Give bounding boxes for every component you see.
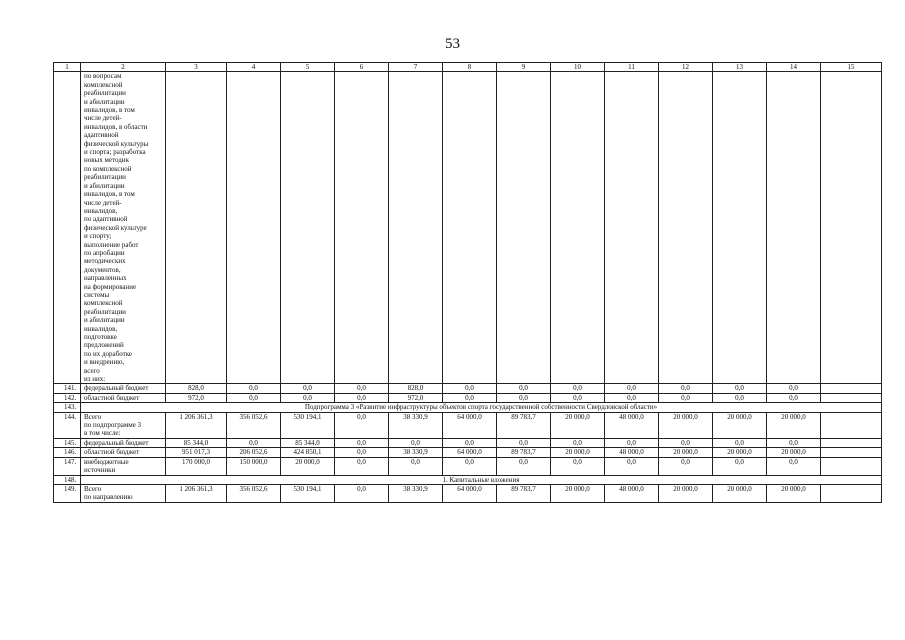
value-cell: 20 000,0 xyxy=(659,412,713,438)
row-index-cell xyxy=(54,72,81,384)
value-cell xyxy=(821,438,882,447)
value-cell: 424 850,1 xyxy=(281,448,335,457)
row-name-line: федеральный бюджет xyxy=(84,438,149,447)
row-name-cell xyxy=(81,412,166,438)
value-cell: 0,0 xyxy=(659,438,713,447)
value-cell: 0,0 xyxy=(767,457,821,475)
row-name-line: физической культуры xyxy=(84,139,149,148)
row-name-line: инвалидов, xyxy=(84,324,118,333)
row-name-line: направленных xyxy=(84,274,127,283)
row-name-line: инвалидов, xyxy=(84,206,118,215)
value-cell: 38 330,9 xyxy=(389,484,443,502)
column-number-cell: 8 xyxy=(443,63,497,72)
row-name-line: в том числе: xyxy=(84,429,121,438)
row-name-line: и спорта; разработка xyxy=(84,148,146,157)
row-index-cell: 142. xyxy=(54,393,81,402)
value-cell: 356 052,6 xyxy=(227,484,281,502)
value-cell: 0,0 xyxy=(605,457,659,475)
row-name-line: и внедрению, xyxy=(84,358,125,367)
value-cell: 20 000,0 xyxy=(551,412,605,438)
value-cell: 0,0 xyxy=(443,457,497,475)
column-number-cell: 13 xyxy=(713,63,767,72)
value-cell: 20 000,0 xyxy=(281,457,335,475)
column-number-cell: 4 xyxy=(227,63,281,72)
row-name-line: по их доработке xyxy=(84,349,133,358)
row-name-line: и абилитации xyxy=(84,181,125,190)
value-cell xyxy=(659,72,713,384)
table-row xyxy=(54,448,882,457)
row-name-line: инвалидов, в области xyxy=(84,122,148,131)
table-row xyxy=(54,384,882,393)
row-index-cell: 144. xyxy=(54,412,81,438)
row-index-cell: 145. xyxy=(54,438,81,447)
value-cell xyxy=(821,72,882,384)
value-cell: 89 783,7 xyxy=(497,412,551,438)
value-cell: 0,0 xyxy=(605,384,659,393)
column-number-cell: 11 xyxy=(605,63,659,72)
value-cell: 0,0 xyxy=(227,438,281,447)
value-cell: 0,0 xyxy=(713,457,767,475)
row-name-line: федеральный бюджет xyxy=(84,384,149,393)
value-cell: 20 000,0 xyxy=(713,484,767,502)
row-name-line: реабилитации xyxy=(84,89,126,98)
value-cell: 20 000,0 xyxy=(713,448,767,457)
value-cell: 972,0 xyxy=(389,393,443,402)
value-cell: 0,0 xyxy=(335,457,389,475)
value-cell: 828,0 xyxy=(389,384,443,393)
column-number-cell: 6 xyxy=(335,63,389,72)
value-cell xyxy=(821,448,882,457)
row-name-line: внебюджетные xyxy=(84,457,129,466)
value-cell: 20 000,0 xyxy=(767,412,821,438)
value-cell: 0,0 xyxy=(335,448,389,457)
value-cell: 38 330,9 xyxy=(389,412,443,438)
column-number-cell: 14 xyxy=(767,63,821,72)
value-cell xyxy=(821,412,882,438)
column-number-cell: 10 xyxy=(551,63,605,72)
value-cell: 0,0 xyxy=(497,457,551,475)
row-name-line: и абилитации xyxy=(84,97,125,106)
value-cell: 0,0 xyxy=(443,393,497,402)
value-cell: 48 000,0 xyxy=(605,484,659,502)
value-cell: 0,0 xyxy=(713,393,767,402)
row-name-line: по направлению xyxy=(84,493,133,502)
value-cell: 0,0 xyxy=(659,457,713,475)
value-cell: 0,0 xyxy=(659,393,713,402)
section-heading-cell: Подпрограмма 3 «Развитие инфраструктуры объектов спорта государственной собственности Свердловской области» xyxy=(81,403,882,412)
row-name-cell xyxy=(81,457,166,475)
value-cell: 0,0 xyxy=(281,393,335,402)
row-name-cell xyxy=(81,393,166,402)
value-cell: 20 000,0 xyxy=(767,448,821,457)
table-row xyxy=(54,475,882,484)
row-index-cell: 141. xyxy=(54,384,81,393)
value-cell xyxy=(335,72,389,384)
value-cell: 20 000,0 xyxy=(713,412,767,438)
value-cell: 20 000,0 xyxy=(551,448,605,457)
row-name-line: комплексной xyxy=(84,299,123,308)
value-cell: 0,0 xyxy=(335,412,389,438)
value-cell: 20 000,0 xyxy=(659,448,713,457)
page-number: 53 xyxy=(445,36,460,52)
row-name-cell xyxy=(81,438,166,447)
value-cell: 0,0 xyxy=(335,484,389,502)
value-cell xyxy=(551,72,605,384)
value-cell: 64 000,0 xyxy=(443,412,497,438)
table-row xyxy=(54,438,882,447)
row-index-cell: 148. xyxy=(54,475,81,484)
column-number-cell: 9 xyxy=(497,63,551,72)
row-name-line: по комплексной xyxy=(84,164,132,173)
row-name-line: числе детей- xyxy=(84,114,122,123)
value-cell xyxy=(821,384,882,393)
row-index-cell: 143. xyxy=(54,403,81,412)
column-number-cell: 2 xyxy=(81,63,166,72)
row-name-line: реабилитации xyxy=(84,307,126,316)
row-name-line: источники xyxy=(84,466,116,475)
value-cell: 0,0 xyxy=(497,393,551,402)
value-cell: 1 206 361,3 xyxy=(166,484,227,502)
value-cell: 170 000,0 xyxy=(166,457,227,475)
value-cell xyxy=(821,393,882,402)
value-cell xyxy=(713,72,767,384)
value-cell xyxy=(767,72,821,384)
row-name-line: областной бюджет xyxy=(84,393,140,402)
value-cell xyxy=(389,72,443,384)
row-name-line: выполнение работ xyxy=(84,240,139,249)
value-cell: 0,0 xyxy=(605,393,659,402)
value-cell: 48 000,0 xyxy=(605,448,659,457)
row-name-line: числе детей- xyxy=(84,198,122,207)
row-name-line: и спорту; xyxy=(84,232,112,241)
value-cell: 0,0 xyxy=(767,384,821,393)
table-row xyxy=(54,484,882,502)
value-cell xyxy=(443,72,497,384)
row-name-cell xyxy=(81,484,166,502)
value-cell: 972,0 xyxy=(166,393,227,402)
column-number-cell: 15 xyxy=(821,63,882,72)
value-cell: 530 194,1 xyxy=(281,484,335,502)
value-cell: 530 194,1 xyxy=(281,412,335,438)
column-number-cell: 7 xyxy=(389,63,443,72)
row-name-cell xyxy=(81,448,166,457)
row-index-cell: 149. xyxy=(54,484,81,502)
row-index-cell: 147. xyxy=(54,457,81,475)
section-heading-cell: 1. Капитальные вложения xyxy=(81,475,882,484)
table-row xyxy=(54,72,882,384)
row-name-line: Всего xyxy=(84,412,102,421)
value-cell: 0,0 xyxy=(767,393,821,402)
row-name-line: по подпрограмме 3 xyxy=(84,421,142,430)
value-cell: 0,0 xyxy=(335,393,389,402)
value-cell: 38 330,9 xyxy=(389,448,443,457)
value-cell: 0,0 xyxy=(713,438,767,447)
value-cell: 20 000,0 xyxy=(767,484,821,502)
value-cell: 951 017,3 xyxy=(166,448,227,457)
value-cell: 0,0 xyxy=(227,384,281,393)
row-name-cell xyxy=(81,384,166,393)
value-cell: 0,0 xyxy=(551,393,605,402)
value-cell: 0,0 xyxy=(551,438,605,447)
row-name-line: по вопросам xyxy=(84,72,122,81)
value-cell: 0,0 xyxy=(389,457,443,475)
value-cell: 64 000,0 xyxy=(443,484,497,502)
value-cell: 89 783,7 xyxy=(497,448,551,457)
value-cell: 0,0 xyxy=(713,384,767,393)
row-name-line: физической культуре xyxy=(84,223,147,232)
column-number-cell: 12 xyxy=(659,63,713,72)
value-cell: 0,0 xyxy=(227,393,281,402)
value-cell: 206 052,6 xyxy=(227,448,281,457)
row-name-line: из них: xyxy=(84,375,106,384)
value-cell: 48 000,0 xyxy=(605,412,659,438)
value-cell: 85 344,0 xyxy=(281,438,335,447)
row-name-line: системы xyxy=(84,290,110,299)
value-cell: 20 000,0 xyxy=(659,484,713,502)
row-name-line: инвалидов, в том xyxy=(84,190,135,199)
row-name-line: методических xyxy=(84,257,126,266)
row-name-line: подготовке xyxy=(84,333,117,341)
row-name-line: предложений xyxy=(84,341,124,350)
value-cell xyxy=(821,457,882,475)
table-row xyxy=(54,412,882,438)
value-cell: 0,0 xyxy=(551,457,605,475)
value-cell xyxy=(166,72,227,384)
row-index-cell: 146. xyxy=(54,448,81,457)
table-row xyxy=(54,457,882,475)
column-number-cell: 5 xyxy=(281,63,335,72)
budget-table xyxy=(53,62,882,503)
row-name-line: всего xyxy=(84,366,100,375)
row-name-cell xyxy=(81,72,166,384)
value-cell: 0,0 xyxy=(335,438,389,447)
row-name-line: адаптивной xyxy=(84,131,119,140)
row-name-line: комплексной xyxy=(84,80,123,89)
value-cell: 0,0 xyxy=(497,384,551,393)
value-cell: 20 000,0 xyxy=(551,484,605,502)
value-cell xyxy=(497,72,551,384)
value-cell: 64 000,0 xyxy=(443,448,497,457)
value-cell: 0,0 xyxy=(281,384,335,393)
value-cell: 1 206 361,3 xyxy=(166,412,227,438)
row-name-line: документов, xyxy=(84,265,121,274)
row-name-line: новых методик xyxy=(84,156,130,165)
row-name-line: инвалидов, в том xyxy=(84,106,135,115)
value-cell: 85 344,0 xyxy=(166,438,227,447)
row-name-line: по апробации xyxy=(84,248,125,257)
value-cell: 828,0 xyxy=(166,384,227,393)
value-cell: 0,0 xyxy=(389,438,443,447)
row-name-line: Всего xyxy=(84,484,102,493)
value-cell xyxy=(281,72,335,384)
value-cell: 0,0 xyxy=(335,384,389,393)
value-cell: 0,0 xyxy=(767,438,821,447)
table-row xyxy=(54,403,882,412)
row-name-line: областной бюджет xyxy=(84,448,140,457)
row-name-line: по адаптивной xyxy=(84,215,128,224)
value-cell: 0,0 xyxy=(497,438,551,447)
row-name-line: реабилитации xyxy=(84,173,126,182)
value-cell: 89 783,7 xyxy=(497,484,551,502)
value-cell: 0,0 xyxy=(551,384,605,393)
row-name-line: и абилитации xyxy=(84,316,125,325)
value-cell: 356 052,6 xyxy=(227,412,281,438)
value-cell: 0,0 xyxy=(605,438,659,447)
column-number-cell: 1 xyxy=(54,63,81,72)
value-cell xyxy=(605,72,659,384)
column-number-cell: 3 xyxy=(166,63,227,72)
value-cell xyxy=(821,484,882,502)
table-row xyxy=(54,393,882,402)
row-name-line: на формирование xyxy=(84,282,137,291)
header-row xyxy=(54,63,882,72)
value-cell: 0,0 xyxy=(443,438,497,447)
value-cell: 0,0 xyxy=(659,384,713,393)
value-cell: 0,0 xyxy=(443,384,497,393)
value-cell: 150 000,0 xyxy=(227,457,281,475)
value-cell xyxy=(227,72,281,384)
